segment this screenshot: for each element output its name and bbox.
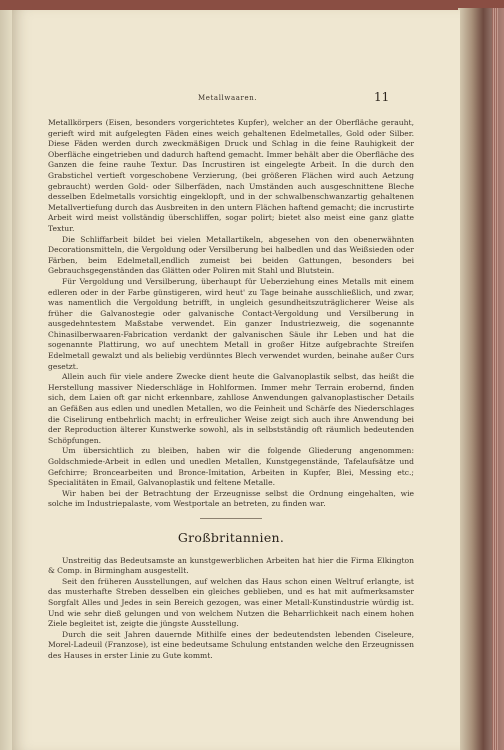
book-page-edges — [458, 8, 504, 750]
book-page — [12, 10, 460, 750]
paragraph: Allein auch für viele andere Zwecke dient heute die Galvanoplastik selbst, das heißt die Herstellung massiver Niederschläge in Hohlformen. Immer mehr Terrain erobernd, finden sich, dem Laien oft gar nicht erkennbare, zahllose Anwendungen galvanoplastischer Details an Gefäßen aus edlen und unedlen Metallen, wo die Feinheit und Schärfe des Niederschlages die Ciselirung entbehrlich macht; in erfreulicher Weise zeigt sich auch ihre Anwendung bei der Reproduction älterer Kunstwerke sowohl, als in selbstständig oft räumlich bedeutenden Schöpfungen. — [48, 372, 414, 445]
section-heading: Großbritannien. — [177, 529, 285, 545]
paragraph: Die Schliffarbeit bildet bei vielen Metallartikeln, abgesehen von den obenerwähnten Decorationsmitteln, die Vergoldung oder Versilberung bei halbedlen und das Weißsieden oder Färben, beim Edelmetall,endlich zumeist bei beiden Gattungen, besonders bei Gebrauchsgegenständen das Glätten oder Poliren mit Stahl und Blutstein. — [48, 234, 414, 276]
paragraph: Wir haben bei der Betrachtung der Erzeugnisse selbst die Ordnung eingehalten, wie solche im Industriepalaste, vom Westportale an betreten, zu finden war. — [48, 488, 414, 509]
paragraph: Seit den früheren Ausstellungen, auf welchen das Haus schon einen Weltruf erlangte, ist das musterhafte Streben desselben ein gleiches geblieben, und es hat mit aufmerksamster Sorgfalt Alles und Jedes in sein Bereich gezogen, was einer Metall-Kunstindustrie würdig ist. Und wie sehr dieß gelungen und von welchem Nutzen die Beharrlichkeit nach einem hohen Ziele begleitet ist, zeigte die jüngste Ausstellung. — [48, 576, 414, 629]
book-gutter — [0, 10, 12, 750]
paragraph: Metallkörpers (Eisen, besonders vorgerichtetes Kupfer), welcher an der Oberfläche gerauht, gerieft wird mit aufgelegten Fäden eines weich gehaltenen Edelmetalles, Gold oder Silber. Diese Fäden werden durch zweckmäßigen Druck und Schlag in die feine Rauhigkeit der Oberfläche eingetrieben und dadurch haftend gemacht. Immer behält aber die Oberfläche des Ganzen die feine rauhe Textur. Das Incrustiren ist eingelegte Arbeit. In die durch den Grabstichel vertieft vorgeschobene Verzierung, (bei größeren Flächen wird auch Aetzung gebraucht) werden Gold- oder Silberfäden, nach Umständen auch ausgeschnittene Bleche desselben Edelmetalls vorsichtig eingeklopft, und in der schwalbenschwanzartig gehaltenen Metallvertiefung durch das Ausbreiten in den untern Flächen haftend gemacht; die incrustirte Arbeit wird meist vollständig überschliffen, sogar polirt; bietet also meist eine ganz glatte Textur. — [48, 118, 414, 233]
body-text — [48, 118, 414, 662]
paragraph: Um übersichtlich zu bleiben, haben wir die folgende Gliederung angenommen: Goldschmiede-Arbeit in edlen und unedlen Metallen, Kunstgegenstände, Tafelaufsätze und Gefchirre; Broncearbeiten und Bronce-Imitation, Arbeiten in Kupfer, Blei, Messing etc.; Specialitäten in Email, Galvanoplastik und feltene Metalle. — [48, 446, 414, 488]
paragraph: Für Vergoldung und Versilberung, überhaupt für Ueberziehung eines Metalls mit einem edleren oder in der Farbe günstigeren, wird heut' zu Tage beinahe ausschließlich, und zwar, was namentlich die Vergoldung betrifft, in ungleich gesundheitszuträglicherer Weise als früher die Galvanostegie oder galvanische Contact-Vergoldung und Versilberung in ausgedehntestem Maßstabe verwendet. Ein ganzer Industriezweig, die sogenannte Chinasilberwaaren-Fabrication verdankt der galvanischen Säule ihr Leben und hat die sogenannte Plattirung, wo auf unechtem Metall in großer Hitze aufgebrachte Streifen Edelmetall gewalzt und als beliebig verdünntes Blech verwendet wurden, beinahe außer Curs gesetzt. — [48, 276, 414, 371]
section-divider — [200, 518, 262, 519]
paragraph: Unstreitig das Bedeutsamste an kunstgewerblichen Arbeiten hat hier die Firma Elkington & Comp. in Birmingham ausgestellt. — [48, 555, 414, 576]
running-head — [12, 90, 460, 106]
page-number: 11 — [374, 90, 390, 104]
running-title: Metallwaaren. — [198, 94, 258, 102]
paragraph: Durch die seit Jahren dauernde Mithilfe eines der bedeutendsten lebenden Ciseleure, Morel-Ladeuil (Franzose), ist eine bedeutsame Schulung entstanden welche den Erzeugnissen des Hauses in erster Linie zu Gute kommt. — [48, 629, 414, 660]
